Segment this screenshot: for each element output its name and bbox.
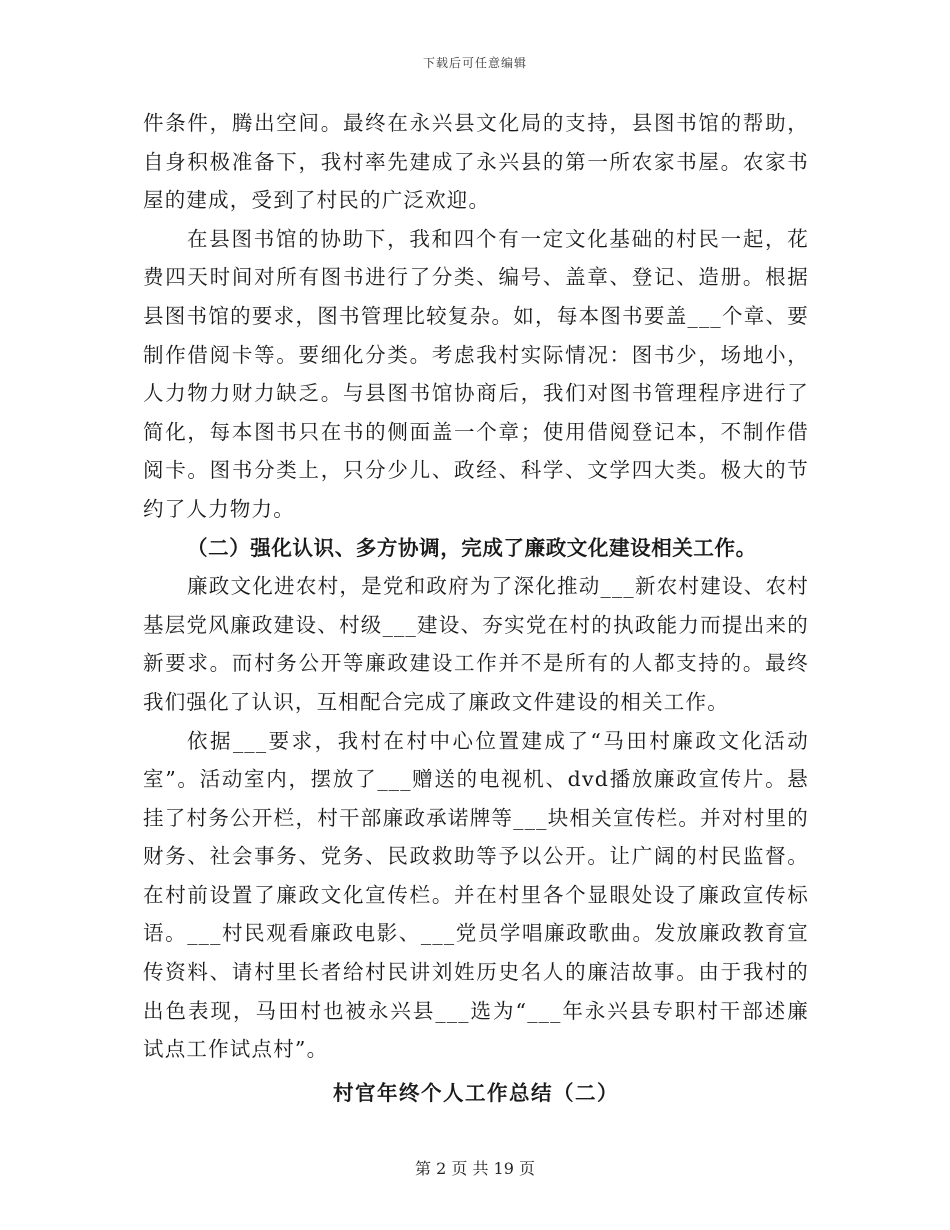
page-header: 下载后可任意编辑: [422, 56, 527, 70]
page-number: 第 2 页 共 19 页: [415, 1159, 535, 1178]
paragraph-book-house-completion: 件条件，腾出空间。最终在永兴县文化局的支持，县图书馆的帮助，自身积极准备下，我村率先建成了永兴县的第一所农家书屋。农家书屋的建成，受到了村民的广泛欢迎。: [143, 111, 809, 213]
paragraph-library-cataloging: 在县图书馆的协助下，我和四个有一定文化基础的村民一起，花费四天时间对所有图书进行了分类、编号、盖章、登记、造册。根据县图书馆的要求，图书管理比较复杂。如，每本图书要盖___个章、要制作借阅卡等。要细化分类。考虑我村实际情况：图书少，场地小，人力物力财力缺乏。与县图书馆协商后，我们对图书管理程序进行了简化，每本图书只在书的侧面盖一个章；使用借阅登记本，不制作借阅卡。图书分类上，只分少儿、政经、科学、文学四大类。极大的节约了人力物力。: [143, 226, 809, 521]
paragraph-activity-room: 依据___要求，我村在村中心位置建成了“马田村廉政文化活动室”。活动室内，摆放了___赠送的电视机、dvd播放廉政宣传片。悬挂了村务公开栏，村干部廉政承诺牌等___块相关宣传栏。并对村里的财务、社会事务、党务、民政救助等予以公开。让广阔的村民监督。在村前设置了廉政文化宣传栏。并在村里各个显眼处设了廉政宣传标语。___村民观看廉政电影、___党员学唱廉政歌曲。发放廉政教育宣传资料、请村里长者给村民讲刘姓历史名人的廉洁故事。由于我村的出色表现，马田村也被永兴县___选为“___年永兴县专职村干部述廉试点工作试点村”。: [143, 728, 809, 1062]
paragraph-anticorruption-intro: 廉政文化进农村，是党和政府为了深化推动___新农村建设、农村基层党风廉政建设、村级___建设、夯实党在村的执政能力而提出来的新要求。而村务公开等廉政建设工作并不是所有的人都支持的。最终我们强化了认识，互相配合完成了廉政文件建设的相关工作。: [143, 574, 809, 714]
document-title: 村官年终个人工作总结（二）: [333, 1080, 619, 1105]
document-body: [143, 104, 809, 1113]
section-heading-anticorruption: （二）强化认识、多方协调，完成了廉政文化建设相关工作。: [187, 535, 757, 560]
